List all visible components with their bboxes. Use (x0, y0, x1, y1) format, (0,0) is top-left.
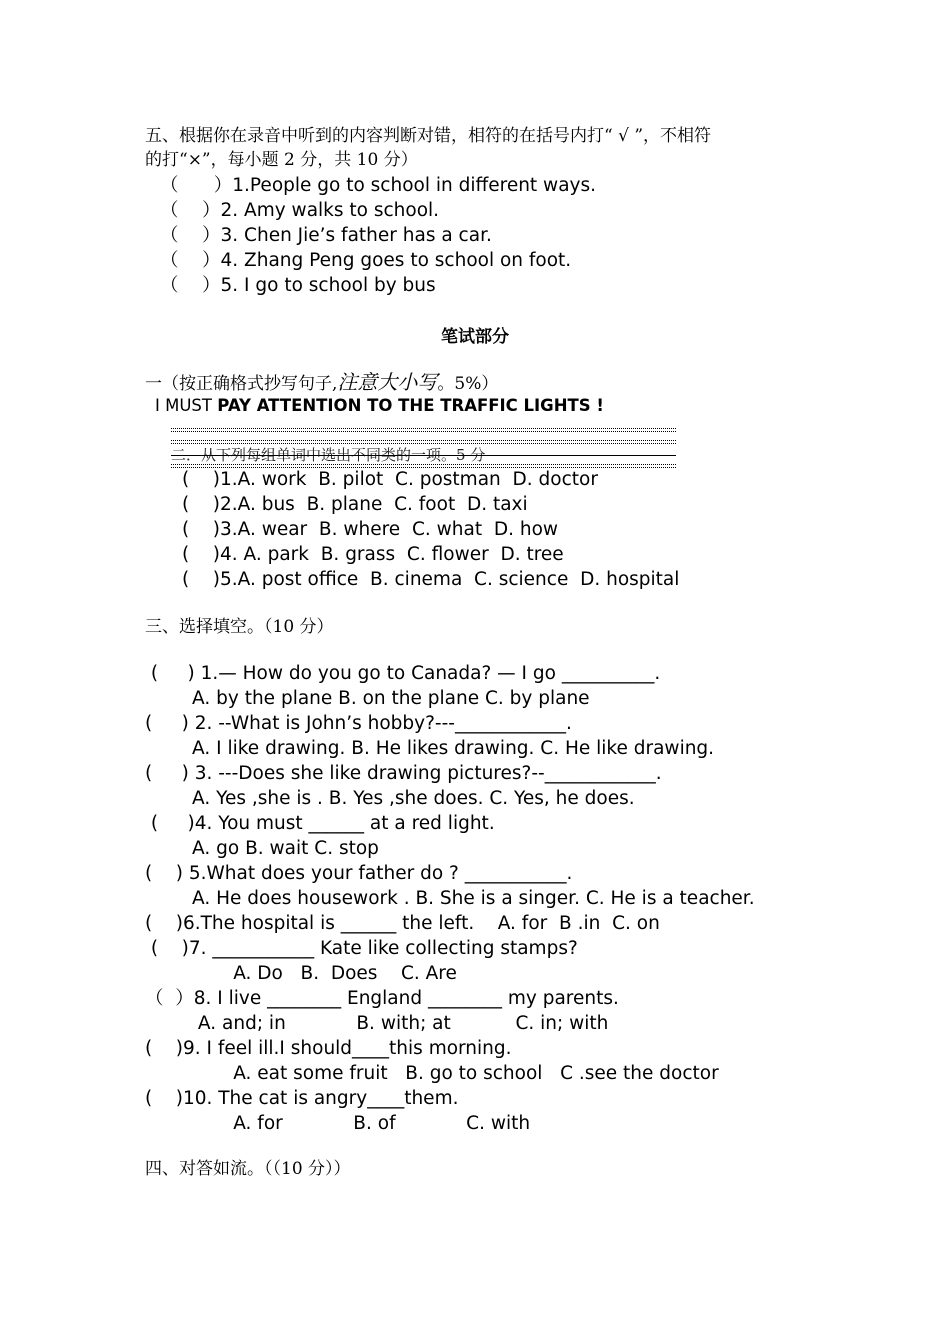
section3-line-11: ( )6.The hospital is ______ the left. A. for B .in C. on (145, 913, 660, 934)
section1-heading (145, 370, 498, 396)
section3-line-15: A. and; in B. with; at C. in; with (145, 1013, 609, 1034)
listening-item-5: （ ）5. I go to school by bus (160, 275, 436, 296)
section3-line-3: ( ) 2. --What is John’s hobby?---____________. (145, 713, 572, 734)
section3-line-19: A. for B. of C. with (145, 1113, 531, 1134)
section3-line-5: ( ) 3. ---Does she like drawing pictures?--____________. (145, 763, 662, 784)
section3-line-4: A. I like drawing. B. He likes drawing. C. He like drawing. (145, 738, 715, 759)
section3-line-7: ( )4. You must ______ at a red light. (145, 813, 495, 834)
section3-heading: 三、选择填空。（10 分） (145, 617, 334, 637)
writing-line-1 (171, 428, 676, 429)
copy-sentence-bold: PAY ATTENTION TO THE TRAFFIC LIGHTS ! (217, 396, 604, 415)
writing-line-6 (171, 464, 676, 465)
section1-heading-prefix: 一（按正确格式抄写句子, (145, 374, 338, 394)
written-part-title: 笔试部分 (441, 327, 509, 347)
section2-item-3: ( )3.A. wear B. where C. what D. how (182, 519, 559, 540)
section3-line-2: A. by the plane B. on the plane C. by plane (145, 688, 590, 709)
writing-line-5 (171, 455, 676, 456)
writing-line-3 (171, 440, 676, 441)
listening-item-3: （ ）3. Chen Jie’s father has a car. (160, 225, 492, 246)
listening-item-1: （ ）1.People go to school in different ways. (160, 175, 596, 196)
copy-sentence-normal: I MUST (155, 396, 218, 415)
listening-item-4: （ ）4. Zhang Peng goes to school on foot. (160, 250, 572, 271)
section3-line-16: ( )9. I feel ill.I should____this morning. (145, 1038, 512, 1059)
section1-heading-emphasis: 注意大小写 (337, 370, 438, 394)
writing-line-2 (171, 431, 676, 432)
copy-sentence (155, 394, 604, 418)
section2-heading: 二．从下列每组单词中选出不同类的一项。5 分 (171, 446, 486, 464)
section3-line-8: A. go B. wait C. stop (145, 838, 379, 859)
section2-item-1: ( )1.A. work B. pilot C. postman D. doctor (182, 469, 598, 490)
section3-line-13: A. Do B. Does C. Are (145, 963, 457, 984)
section2-item-2: ( )2.A. bus B. plane C. foot D. taxi (182, 494, 528, 515)
section3-line-9: ( ) 5.What does your father do ? ___________. (145, 863, 573, 884)
listening-heading-line2: 的打“×”，每小题 2 分，共 10 分） (145, 150, 418, 170)
section4-heading: 四、对答如流。（（10 分）） (145, 1159, 351, 1179)
section2-item-5: ( )5.A. post office B. cinema C. science D. hospital (182, 569, 680, 590)
listening-item-2: （ ）2. Amy walks to school. (160, 200, 440, 221)
listening-heading-line1: 五、根据你在录音中听到的内容判断对错，相符的在括号内打“ √ ”，不相符 (145, 126, 712, 146)
section2-item-4: ( )4. A. park B. grass C. flower D. tree (182, 544, 564, 565)
section3-line-18: ( )10. The cat is angry____them. (145, 1088, 459, 1109)
section3-line-14: （ ）8. I live ________ England ________ my parents. (145, 988, 619, 1009)
section3-line-17: A. eat some fruit B. go to school C .see the doctor (145, 1063, 719, 1084)
section3-line-6: A. Yes ,she is . B. Yes ,she does. C. Yes, he does. (145, 788, 635, 809)
section3-line-1: ( ) 1.— How do you go to Canada? — I go __________. (145, 663, 661, 684)
section1-heading-suffix: 。5%） (437, 374, 499, 394)
section3-line-10: A. He does housework . B. She is a singer. C. He is a teacher. (145, 888, 755, 909)
section3-line-12: ( )7. ___________ Kate like collecting stamps? (145, 938, 578, 959)
